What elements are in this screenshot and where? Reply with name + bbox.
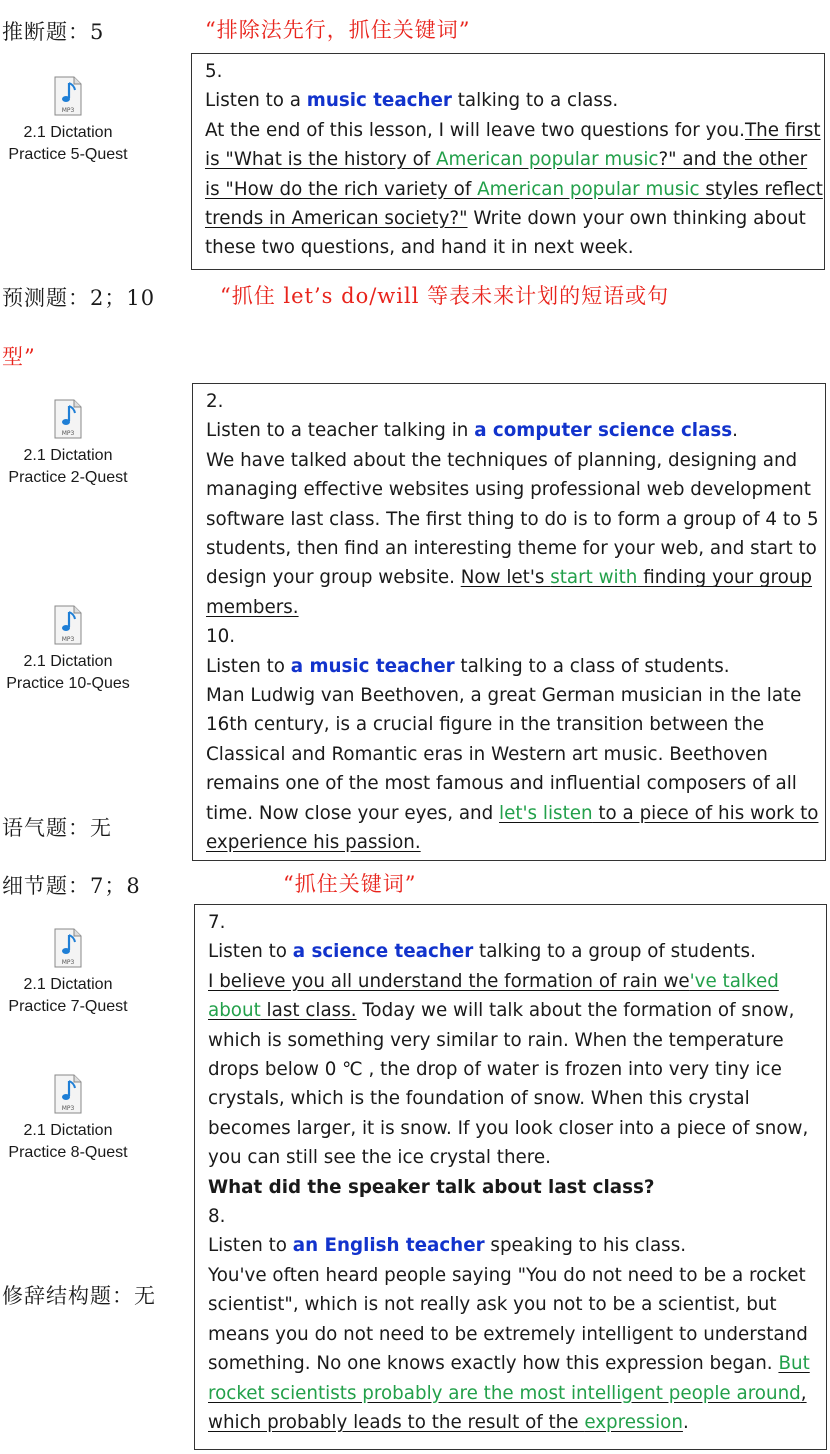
svg-text:MP3: MP3 (61, 959, 75, 966)
transcript-box-q2-q10 (192, 383, 826, 861)
mp3-file-icon (53, 399, 83, 439)
file-name-line1: 2.1 Dictation (23, 124, 113, 141)
mp3-file-icon (53, 1074, 83, 1114)
question-prompt: What did the speaker talk about last class? (208, 1176, 655, 1198)
question-number: 10. (206, 626, 236, 648)
transcript-text: At the end of this lesson, I will leave two questions for you.The first is "What is the history of American popular music?" and the other is "How do the rich variety of American popular music styles reflect trends in American society?" Write down your own thinking about these two questions, and hand it in next week. (205, 119, 823, 259)
section-heading-rhetoric: 修辞结构题：无 (2, 1284, 156, 1308)
file-name-line2: Practice 2-Quest (8, 469, 128, 486)
mp3-attachment-10[interactable] (0, 605, 136, 695)
section-tip-detail: “抓住关键词” (283, 872, 417, 896)
mp3-attachment-8[interactable] (0, 1074, 136, 1164)
transcript-text: Man Ludwig van Beethoven, a great German musician in the late 16th century, is a crucial figure in the transition between the Classical and Romantic eras in Western art music. Beethoven remains one of the most famous and influential composers of all time. Now close your eyes, and let's listen to a piece of his work to experience his passion. (206, 685, 819, 854)
section-heading-detail: 细节题：7；8 (2, 874, 141, 898)
question-number: 7. (208, 912, 226, 933)
transcript-text: You've often heard people saying "You do not need to be a rocket scientist", which is not really ask you not to be a scientist, but means you do not need to be extremely intelligent to understand something. No one knows exactly how this expression began. But rocket scientists probably are the most intelligent people around, which probably leads to the result of the expression. (208, 1264, 810, 1433)
section-tip-prediction: “抓住 let’s do/will 等表未来计划的短语或句 (220, 284, 670, 308)
question-number: 5. (205, 61, 223, 82)
section-tip-inference: “排除法先行，抓住关键词” (205, 18, 471, 42)
section-heading-tone: 语气题：无 (2, 816, 112, 840)
question-intro: Listen to a teacher talking in a computer science class. (206, 420, 738, 442)
file-name-line1: 2.1 Dictation (23, 1122, 113, 1139)
section-heading-prediction: 预测题：2；10 (2, 286, 156, 310)
mp3-attachment-7[interactable] (0, 928, 136, 1018)
question-intro: Listen to a music teacher talking to a class of students. (206, 655, 730, 677)
transcript-text: We have talked about the techniques of planning, designing and managing effective websites using professional web development software last class. The first thing to do is to form a group of 4 to 5 students, then find an interesting theme for your web, and start to design your group website. Now let's start with finding your group members. (206, 449, 819, 618)
file-name-line1: 2.1 Dictation (23, 976, 113, 993)
question-number: 2. (206, 391, 224, 412)
transcript-box-q5 (191, 53, 825, 270)
mp3-file-icon (53, 76, 83, 116)
file-name-line2: Practice 10-Ques (6, 675, 130, 692)
svg-text:MP3: MP3 (61, 636, 75, 643)
question-intro: Listen to an English teacher speaking to his class. (208, 1235, 687, 1257)
transcript-box-q7-q8 (194, 904, 827, 1450)
mp3-attachment-5[interactable] (0, 76, 136, 166)
file-name-line2: Practice 8-Quest (8, 1144, 128, 1161)
svg-text:MP3: MP3 (61, 1105, 75, 1112)
question-number: 8. (208, 1206, 226, 1228)
svg-text:MP3: MP3 (61, 430, 75, 437)
transcript-text: I believe you all understand the formation of rain we've talked about last class. Today we will talk about the formation of snow, which is something very similar to rain. When the temperature drops below 0 ℃ , the drop of water is frozen into very tiny ice crystals, which is the foundation of snow. When this crystal becomes larger, it is snow. If you look closer into a piece of snow, you can still see the ice crystal there. (208, 970, 809, 1169)
file-name-line2: Practice 7-Quest (8, 998, 128, 1015)
file-name-line1: 2.1 Dictation (23, 447, 113, 464)
section-heading-inference: 推断题：5 (2, 20, 105, 44)
section-tip-prediction-cont: 型” (2, 345, 36, 369)
mp3-file-icon (53, 928, 83, 968)
question-intro: Listen to a music teacher talking to a class. (205, 90, 619, 112)
mp3-attachment-2[interactable] (0, 399, 136, 489)
mp3-file-icon (53, 605, 83, 645)
svg-text:MP3: MP3 (61, 107, 75, 114)
file-name-line2: Practice 5-Quest (8, 146, 128, 163)
file-name-line1: 2.1 Dictation (23, 653, 113, 670)
question-intro: Listen to a science teacher talking to a group of students. (208, 941, 756, 963)
